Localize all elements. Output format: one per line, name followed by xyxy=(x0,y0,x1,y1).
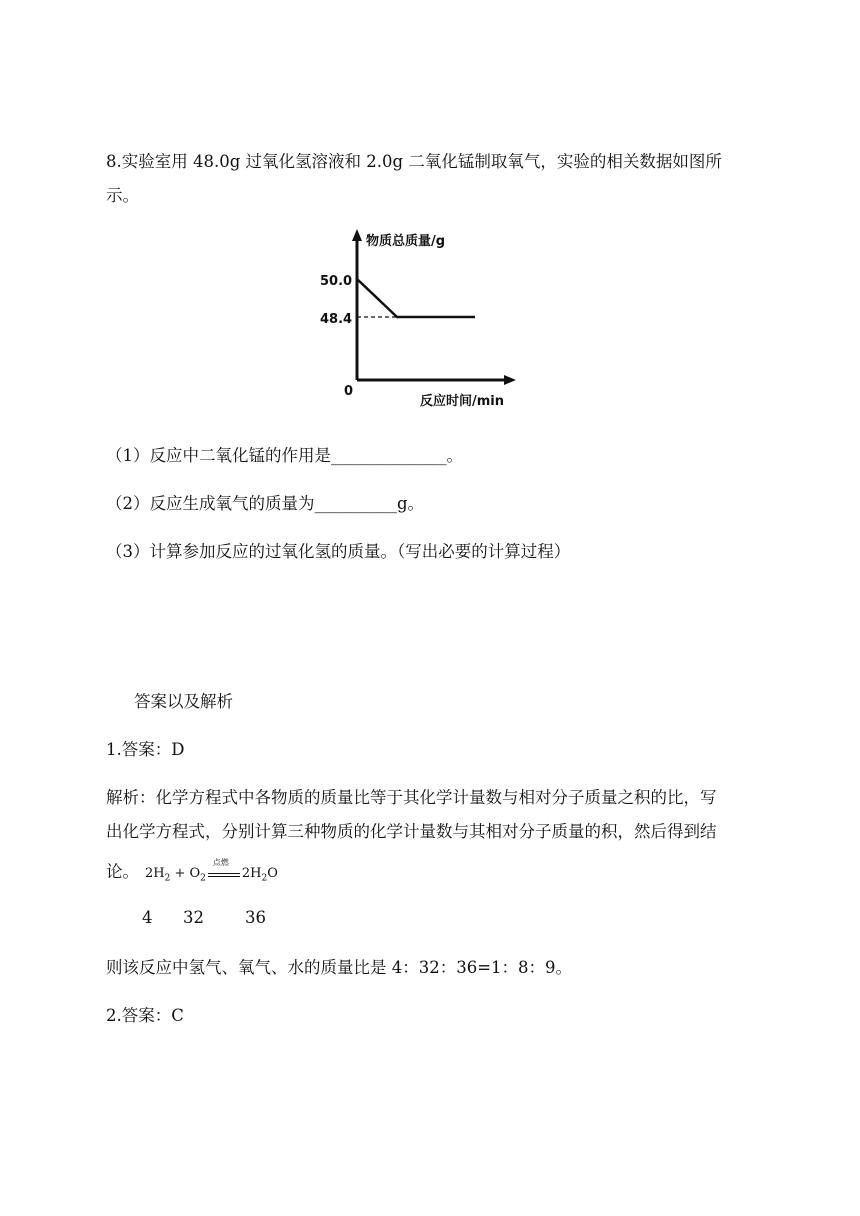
reaction-arrow xyxy=(208,858,240,877)
answers-heading: 答案以及解析 xyxy=(134,692,233,711)
answer-1: 1.答案：D xyxy=(106,740,185,759)
x-axis-arrow-icon xyxy=(504,375,516,385)
ratio-line: 则该反应中氢气、氧气、水的质量比是 4：32：36=1：8：9。 xyxy=(106,958,573,977)
analysis-1-line-2: 出化学方程式，分别计算三种物质的化学计量数与其相对分子质量的积，然后得到结 xyxy=(106,822,717,841)
answer-2: 2.答案：C xyxy=(106,1006,184,1025)
analysis-1-line-1: 解析：化学方程式中各物质的质量比等于其化学计量数与相对分子质量之积的比，写 xyxy=(106,788,717,807)
chemical-equation: $2H_2 + O_2$ 点燃 $2H_2O$ xyxy=(145,858,278,884)
mass-value-h2: 4 xyxy=(142,908,153,927)
question-line-1: 8.实验室用 48.0g 过氧化氢溶液和 2.0g 二氧化锰制取氧气，实验的相关数据如图所 xyxy=(106,152,722,171)
mass-value-o2: 32 xyxy=(183,908,204,927)
origin-label: 0 xyxy=(344,384,354,399)
mass-value-h2o: 36 xyxy=(245,908,266,927)
question-line-2: 示。 xyxy=(106,186,139,205)
chart-svg xyxy=(300,225,540,415)
mass-time-chart xyxy=(300,225,540,415)
sub-question-3: （3）计算参加反应的过氧化氢的质量。（写出必要的计算过程） xyxy=(106,542,571,561)
y-axis-arrow-icon xyxy=(352,229,362,241)
y-tick-label-48-4: 48.4 xyxy=(320,312,353,327)
reaction-condition: 点燃 xyxy=(212,858,229,867)
sub-question-2: （2）反应生成氧气的质量为__________g。 xyxy=(106,494,425,513)
sub-question-1: （1）反应中二氧化锰的作用是______________。 xyxy=(106,446,463,465)
equation-line xyxy=(106,858,278,884)
x-axis-label: 反应时间/min xyxy=(420,394,505,409)
data-series-line xyxy=(357,279,475,317)
y-axis-label: 物质总质量/g xyxy=(366,234,446,249)
y-tick-label-50: 50.0 xyxy=(320,274,353,289)
analysis-1-line-3: 论。 xyxy=(106,862,139,881)
